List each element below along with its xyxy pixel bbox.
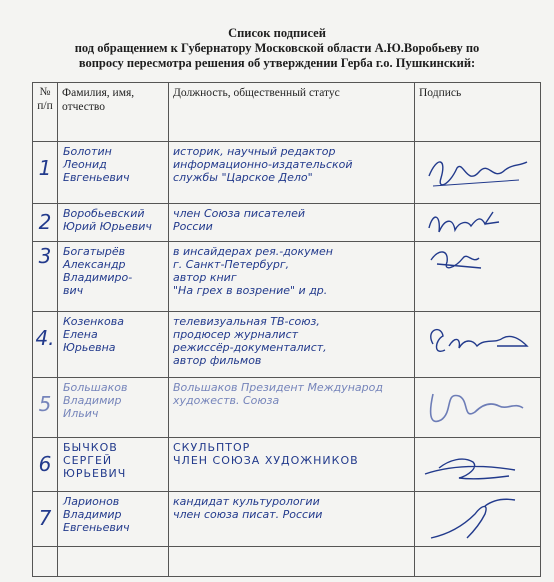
row-status: член Союза писателей России [169,204,415,242]
row-signature [415,242,541,312]
document-header [0,26,554,71]
row-status: историк, научный редактор информационно-издательской службы "Царское Дело" [169,142,415,204]
handwritten-signature [419,246,534,280]
table-row [33,142,541,204]
row-number [33,547,58,577]
table-row [33,242,541,312]
table-row [33,438,541,492]
row-name: Воробьевский Юрий Юрьевич [58,204,169,242]
handwritten-signature [419,382,534,437]
handwritten-signature [419,146,534,201]
row-status: телевизуальная ТВ-союз, продюсер журналист режиссёр-документалист, автор фильмов [169,312,415,378]
table-row [33,204,541,242]
table-row [33,312,541,378]
row-status: Вольшаков Президент Международ художеств. Союза [169,378,415,438]
table-row [33,547,541,577]
row-status [169,547,415,577]
row-signature [415,142,541,204]
handwritten-signature [419,496,534,546]
row-signature [415,492,541,547]
row-status: в инсайдерах рея.-докумен г. Санкт-Петербург, автор книг "На грех в возрение" и др. [169,242,415,312]
row-status: СКУЛЬПТОР ЧЛЕН СОЮЗА ХУДОЖНИКОВ [169,438,415,492]
row-number: 6 [33,438,58,492]
row-name: Богатырёв Александр Владимиро- вич [58,242,169,312]
table-row [33,378,541,438]
header-position: Должность, общественный статус [169,83,415,142]
row-number: 5 [33,378,58,438]
row-status: кандидат культурологии член союза писат. России [169,492,415,547]
row-number: 7 [33,492,58,547]
header-name: Фамилия, имя, отчество [58,83,169,142]
table-header-row [33,83,541,142]
row-name: Ларионов Владимир Евгеньевич [58,492,169,547]
row-name [58,547,169,577]
row-number: 2 [33,204,58,242]
row-name: Козенкова Елена Юрьевна [58,312,169,378]
row-name: Большаков Владимир Ильич [58,378,169,438]
handwritten-signature [419,208,534,242]
row-number: 1 [33,142,58,204]
handwritten-signature [419,316,534,371]
row-signature [415,204,541,242]
row-signature [415,378,541,438]
row-name: БЫЧКОВ СЕРГЕЙ ЮРЬЕВИЧ [58,438,169,492]
row-signature [415,312,541,378]
document-title: Список подписей [228,26,326,40]
handwritten-signature [419,442,534,490]
row-signature [415,438,541,492]
document-subtitle-line2: вопросу пересмотра решения об утверждении Герба г.о. Пушкинский: [78,56,476,70]
row-name: Болотин Леонид Евгеньевич [58,142,169,204]
document-subtitle-line1: под обращением к Губернатору Московской области А.Ю.Воробьеву по [74,41,480,55]
row-number: 3 [33,242,58,312]
signature-table [32,82,541,577]
signature-sheet [32,82,540,582]
row-number: 4. [33,312,58,378]
header-number: № п/п [33,83,58,142]
table-row [33,492,541,547]
row-signature [415,547,541,577]
header-signature: Подпись [415,83,541,142]
